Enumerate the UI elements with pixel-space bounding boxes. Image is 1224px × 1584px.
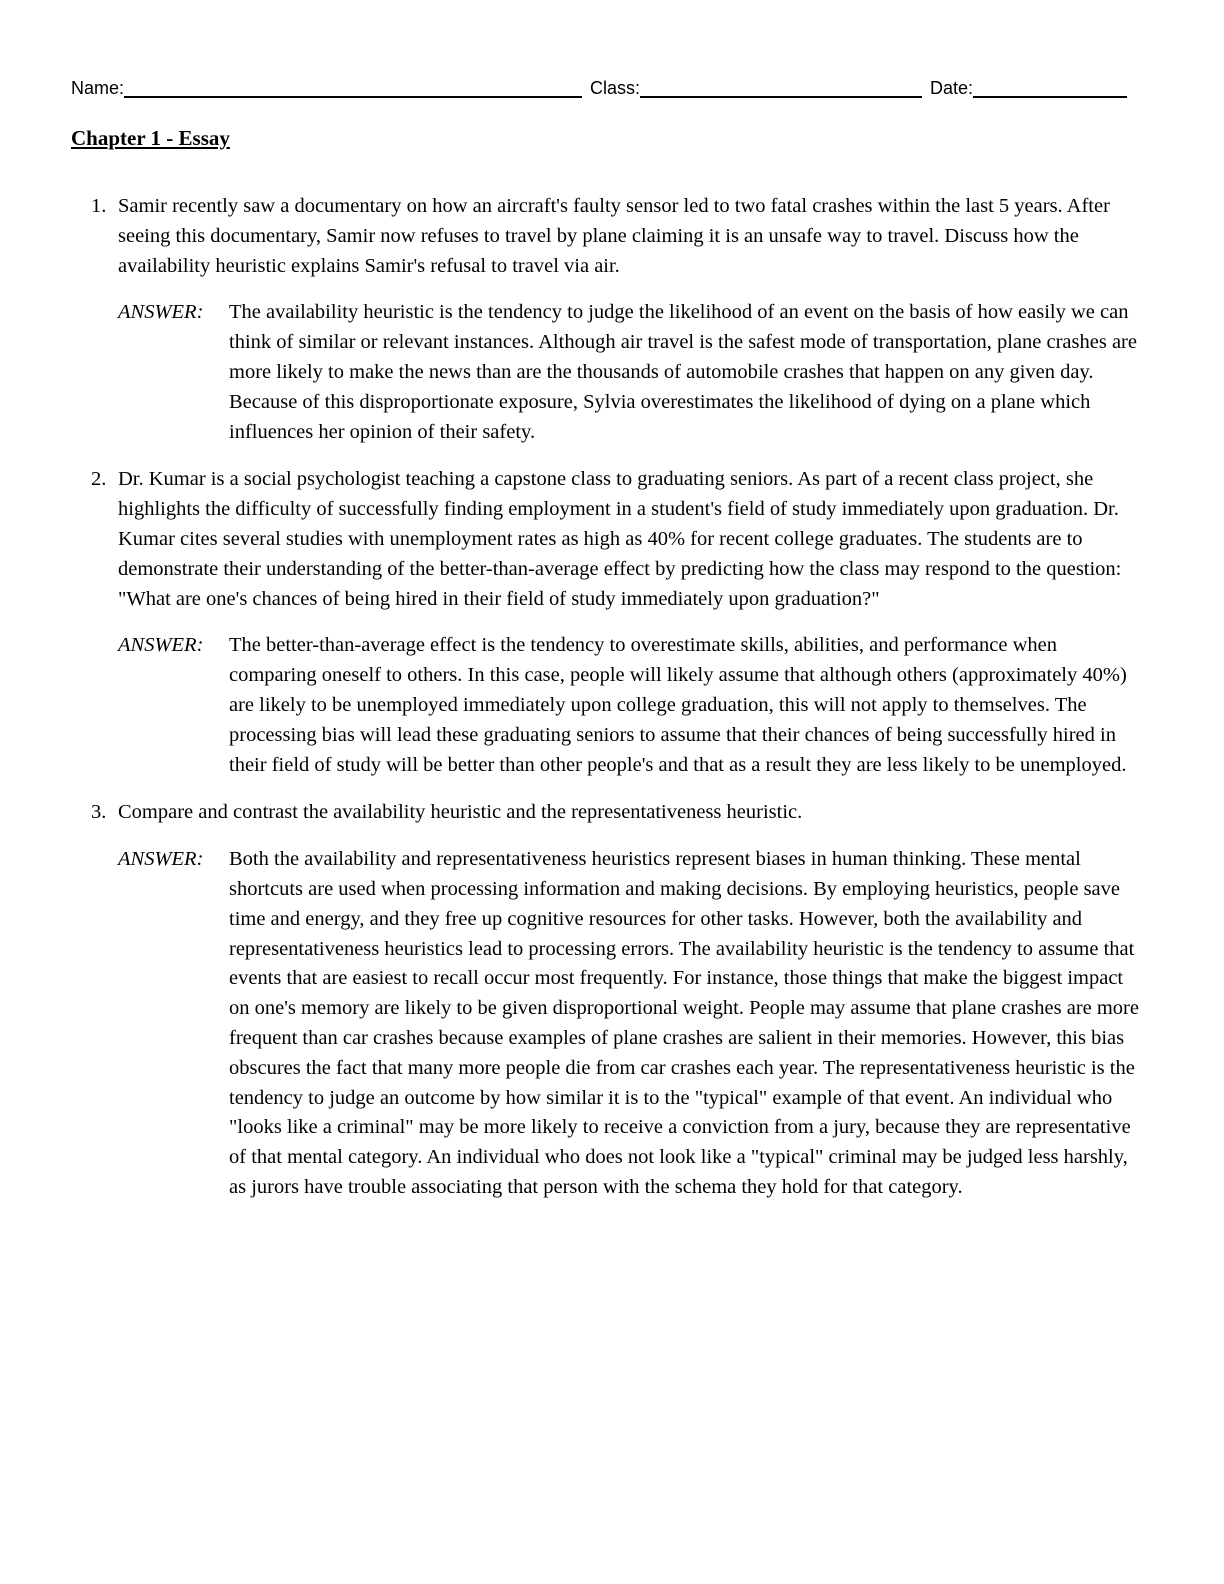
- question-number: 1.: [91, 195, 107, 217]
- class-label: Class:: [590, 78, 641, 98]
- name-label: Name:: [71, 78, 125, 98]
- date-label: Date:: [930, 78, 974, 98]
- answer-block: [118, 298, 1148, 447]
- answer-block: [118, 631, 1148, 780]
- answer-text: Both the availability and representativeness heuristics represent biases in human thinking. These mental shortcuts are used when processing information and making decisions. By employing heuristics, people save time and energy, and they free up cognitive resources for other tasks. However, both the availability and representativeness heuristics lead to processing errors. The availability heuristic is the tendency to assume that events that are easiest to recall occur most frequently. For instance, those things that make the biggest impact on one's memory are likely to be given disproportional weight. People may assume that plane crashes are more frequent than car crashes because examples of plane crashes are salient in their memories. However, this bias obscures the fact that many more people die from car crashes each year. The representativeness heuristic is the tendency to judge an outcome by how similar it is to the "typical" example of that event. An individual who "looks like a criminal" may be more likely to receive a conviction from a jury, because they are representative of that mental category. An individual who does not look like a "typical" criminal may be judged less harshly, as jurors have trouble associating that person with the schema they hold for that category.: [229, 848, 1139, 1198]
- question-item: [88, 192, 1148, 447]
- answer-text: The availability heuristic is the tendency to judge the likelihood of an event on the basis of how easily we can think of similar or relevant instances. Although air travel is the safest mode of transportation, plane crashes are more likely to make the news than are the thousands of automobile crashes that happen on any given day. Because of this disproportionate exposure, Sylvia overestimates the likelihood of dying on a plane which influences her opinion of their safety.: [229, 301, 1137, 443]
- answer-label: ANSWER:: [118, 301, 204, 324]
- answer-label: ANSWER:: [118, 848, 204, 871]
- section-title: Chapter 1 - Essay: [71, 126, 230, 150]
- question-text: Samir recently saw a documentary on how an aircraft's faulty sensor led to two fatal crashes within the last 5 years. After seeing this documentary, Samir now refuses to travel by plane claiming it is an unsafe way to travel. Discuss how the availability heuristic explains Samir's refusal to travel via air.: [118, 195, 1110, 277]
- question-item: [88, 465, 1148, 780]
- answer-text: The better-than-average effect is the tendency to overestimate skills, abilities, and performance when comparing oneself to others. In this case, people will likely assume that although others (approximately 40%) are likely to be unemployed immediately upon college graduation, this will not apply to themselves. The processing bias will lead these graduating seniors to assume that their chances of being successfully hired in their field of study will be better than other people's and that as a result they are less likely to be unemployed.: [229, 634, 1127, 776]
- answer-label: ANSWER:: [118, 634, 204, 657]
- question-list: [88, 192, 1148, 1203]
- question-number: 3.: [91, 801, 107, 824]
- student-info-header: [71, 72, 1141, 98]
- class-field-line[interactable]: [640, 76, 922, 98]
- name-field-line[interactable]: [124, 76, 582, 98]
- question-number: 2.: [91, 468, 107, 491]
- date-field-line[interactable]: [973, 76, 1127, 98]
- answer-block: [118, 845, 1148, 1203]
- question-item: [88, 798, 1148, 1202]
- question-text: Compare and contrast the availability heuristic and the representativeness heuristic.: [118, 801, 803, 824]
- question-text: Dr. Kumar is a social psychologist teaching a capstone class to graduating seniors. As part of a recent class project, she highlights the difficulty of successfully finding employment in a student's field of study immediately upon graduation. Dr. Kumar cites several studies with unemployment rates as high as 40% for recent college graduates. The students are to demonstrate their understanding of the better-than-average effect by predicting how the class may respond to the question: "What are one's chances of being hired in their field of study immediately upon graduation?": [118, 468, 1122, 610]
